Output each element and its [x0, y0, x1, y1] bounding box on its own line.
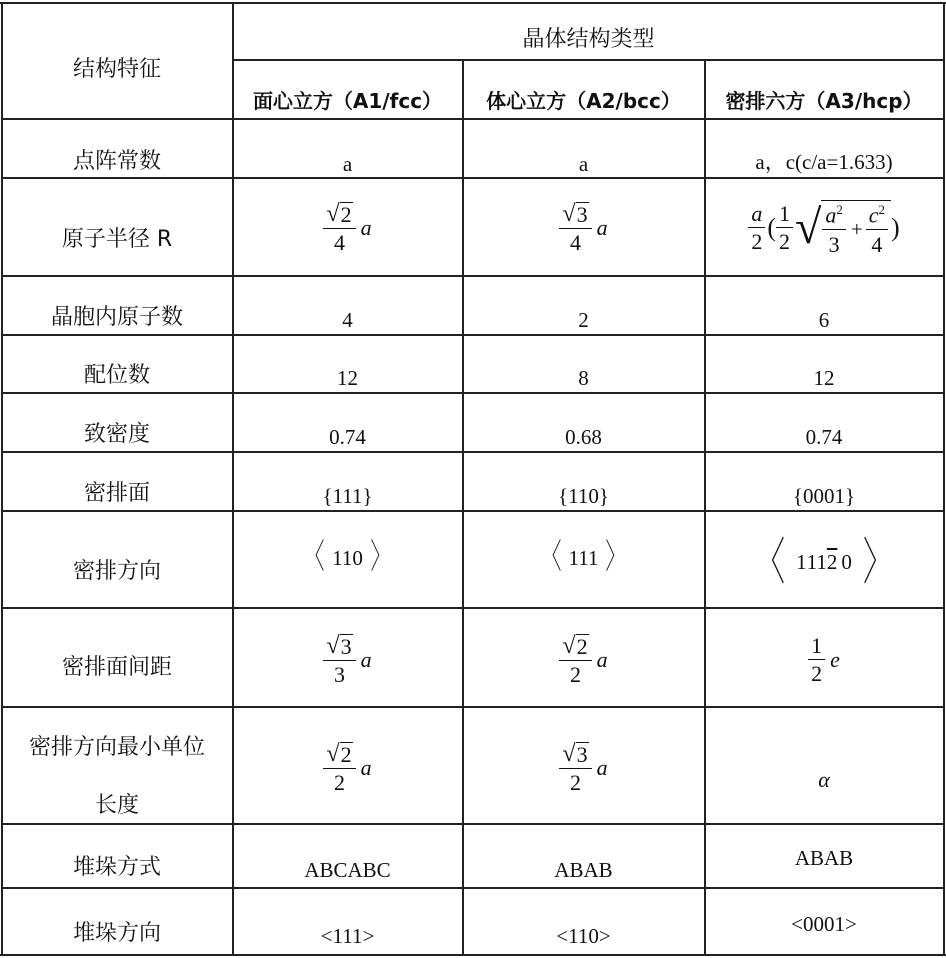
hcp-atomic-radius: $\frac{a}{2}$ ( $\frac{1}{2}$ √ $\frac{a^2}{3}$ + $\frac{c^2}{4}$ ) — [705, 180, 943, 276]
row-label-min-unit-length-line2: 长度 — [94, 793, 139, 818]
fraction: √ 3 4 — [559, 202, 591, 254]
bcc-stacking-sequence: ABAB — [554, 857, 613, 882]
fcc-atomic-radius: √ 2 4 a — [233, 180, 462, 276]
header-col-fcc: 面心立方（A1/fcc） — [252, 89, 443, 113]
border-right — [943, 2, 945, 956]
hcp-stacking-sequence: ABAB — [794, 845, 854, 870]
fcc-coordination-number: 12 — [337, 365, 358, 390]
fcc-min-unit-length: √ 2 2 a — [233, 720, 462, 816]
row-label-stacking-direction: 堆垛方向 — [72, 921, 161, 946]
header-structure-type: 晶体结构类型 — [522, 27, 655, 52]
row-divider — [1, 607, 945, 609]
fcc-packing-factor: 0.74 — [329, 424, 366, 449]
bcc-packing-factor: 0.68 — [565, 424, 602, 449]
row-label-atoms-per-cell: 晶胞内原子数 — [50, 305, 183, 330]
fcc-interplanar-spacing: √ 3 3 a — [233, 612, 462, 708]
bcc-atoms-per-cell: 2 — [578, 307, 589, 332]
hcp-close-packed-direction: 〈 1 11 2 0 〉 — [757, 534, 891, 590]
hcp-min-unit-length: α — [818, 767, 830, 792]
bcc-interplanar-spacing: √ 2 2 a — [463, 612, 704, 708]
bcc-close-packed-plane: {110} — [558, 483, 609, 508]
fcc-atoms-per-cell: 4 — [342, 307, 353, 332]
fcc-stacking-sequence: ABCABC — [304, 857, 391, 882]
row-label-packing-factor: 致密度 — [83, 422, 150, 447]
border-top — [0, 2, 946, 4]
row-label-close-packed-direction: 密排方向 — [72, 559, 161, 584]
fcc-close-packed-plane: {111} — [322, 483, 373, 508]
row-label-lattice-constant: 点阵常数 — [72, 149, 161, 174]
header-col-hcp: 密排六方（A3/hcp） — [725, 89, 923, 113]
row-label-interplanar-spacing: 密排面间距 — [61, 655, 172, 680]
row-label-atomic-radius: 原子半径 R — [61, 227, 173, 252]
fcc-lattice-constant: a — [342, 151, 353, 176]
hcp-atoms-per-cell: 6 — [818, 307, 830, 332]
row-label-coordination-number: 配位数 — [83, 363, 150, 388]
fraction: √ 2 4 — [323, 202, 355, 254]
hcp-close-packed-plane: {0001} — [792, 483, 856, 508]
bcc-coordination-number: 8 — [578, 365, 589, 390]
fcc-close-packed-direction: 〈 110 〉 — [305, 539, 390, 576]
bcc-stacking-direction: <110> — [556, 923, 611, 948]
row-label-close-packed-plane: 密排面 — [83, 481, 150, 506]
header-feature: 结构特征 — [72, 57, 161, 82]
hcp-lattice-constant: a，c(c/a=1.633) — [755, 149, 893, 174]
bcc-min-unit-length: √ 3 2 a — [463, 720, 704, 816]
hcp-packing-factor: 0.74 — [805, 424, 843, 449]
header-col-bcc: 体心立方（A2/bcc） — [486, 89, 681, 113]
fraction: $\frac{a}{2}$ — [748, 203, 765, 253]
hcp-coordination-number: 12 — [813, 365, 835, 390]
bcc-atomic-radius: √ 3 4 a — [463, 180, 704, 276]
hcp-interplanar-spacing: $\frac{1}{2}$ e — [705, 612, 943, 708]
fraction: $\frac{1}{2}$ — [776, 203, 793, 253]
hcp-stacking-direction: <0001> — [791, 911, 857, 936]
bcc-lattice-constant: a — [578, 151, 589, 176]
row-label-min-unit-length-line1: 密排方向最小单位 — [28, 735, 205, 760]
row-label-stacking-sequence: 堆垛方式 — [72, 855, 161, 880]
bcc-close-packed-direction: 〈 111 〉 — [542, 539, 625, 576]
fcc-stacking-direction: <111> — [320, 923, 375, 948]
